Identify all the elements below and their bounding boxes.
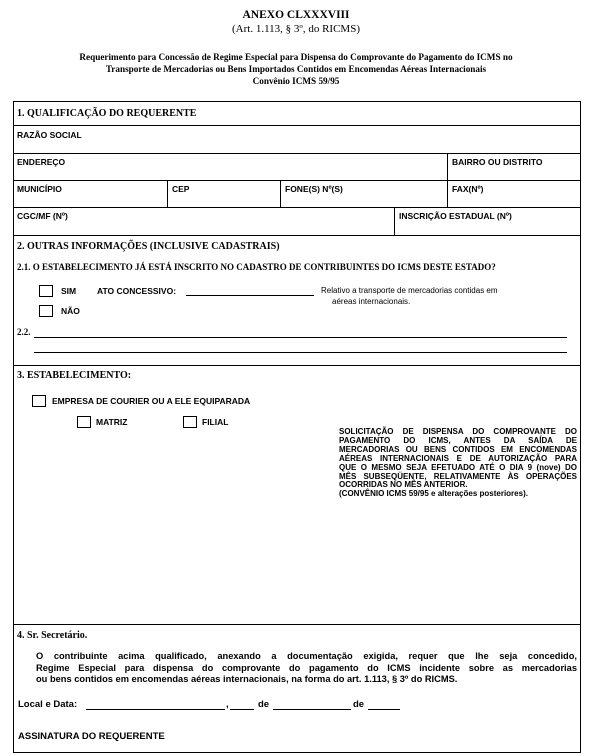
month-line[interactable] [273,709,351,710]
fax-field[interactable]: FAX(Nº) [452,184,484,194]
comma: , [226,699,229,710]
section3-title: 3. ESTABELECIMENTO: [17,370,132,381]
divider [13,235,581,236]
request-body-line: ou bens contidos em encomendas aéreas internacionais, na forma do art. 1.113, § 3º do RICMS. [36,674,458,685]
solicitacao-line: AÉREAS INTERNACIONAIS E DE AUTORIZAÇÃO PARA [339,453,577,463]
inscricao-field[interactable]: INSCRIÇÃO ESTADUAL (Nº) [399,211,512,221]
divider [13,153,581,154]
sim-label: SIM [61,286,77,296]
document-description-line2: Transporte de Mercadorias ou Bens Importados Contidos em Encomendas Aéreas Internacionais [105,64,487,74]
nao-label: NÃO [61,306,80,316]
relativo-text-line2: aéreas internacionais. [332,297,411,306]
answer-2-2-line2[interactable] [34,352,567,353]
empresa-courier-checkbox[interactable] [32,395,46,407]
section4-title: 4. Sr. Secretário. [17,630,88,641]
divider [447,180,448,207]
solicitacao-line: QUE O MESMO SEJA EFETUADO ATÉ O DIA 9 (nove) DO [339,462,577,472]
solicitacao-line: SOLICITAÇÃO DE DISPENSA DO COMPROVANTE DO [339,427,577,436]
divider [13,125,581,126]
divider [13,207,581,208]
divider [13,180,581,181]
matriz-label: MATRIZ [96,417,128,427]
matriz-checkbox[interactable] [77,416,91,428]
local-data-label: Local e Data: [18,699,78,710]
section2-title: 2. OUTRAS INFORMAÇÕES (INCLUSIVE CADASTRAIS) [17,241,280,252]
endereco-field[interactable]: ENDEREÇO [17,157,66,167]
ato-concessivo-label: ATO CONCESSIVO: [97,286,177,296]
local-line[interactable] [86,709,225,710]
answer-2-2-line1[interactable] [34,337,567,338]
convenio-line: (CONVÊNIO ICMS 59/95 e alterações posteriores). [339,489,528,499]
municipio-field[interactable]: MUNICÍPIO [17,184,62,194]
document-description-line3: Convênio ICMS 59/95 [252,76,340,86]
request-body-line: Regime Especial para dispensa do comprovante do pagamento do ICMS incidente sobre as mercadorias [36,662,577,673]
solicitacao-text [339,428,577,499]
solicitacao-line: MERCADORIAS OU BENS CONTIDOS EM ENCOMENDAS [339,444,577,454]
bairro-field[interactable]: BAIRRO OU DISTRITO [452,157,543,167]
divider [167,180,168,207]
relativo-text-line1: Relativo a transporte de mercadorias contidas em [321,286,498,295]
request-body-line: O contribuinte acima qualificado, anexando a documentação exigida, requer que lhe seja concedido, [36,651,577,661]
divider [280,180,281,207]
filial-label: FILIAL [202,417,229,427]
solicitacao-line: PAGAMENTO DO ICMS, ANTES DA SAÍDA DE [339,435,577,445]
document-title: ANEXO CLXXXVIII [242,9,350,21]
divider [394,207,395,235]
empresa-courier-label: EMPRESA DE COURIER OU A ELE EQUIPARADA [52,396,251,406]
question-2-1: 2.1. O ESTABELECIMENTO JÁ ESTÁ INSCRITO NO CADASTRO DE CONTRIBUINTES DO ICMS DESTE ESTADO? [17,262,496,272]
document-description-line1: Requerimento para Concessão de Regime Especial para Dispensa do Comprovante do Pagamento do ICMS no [79,52,513,62]
solicitacao-line: MÊS SUBSEQÜENTE, RELATIVAMENTE ÀS OPERAÇÕES [339,471,577,481]
divider [447,153,448,180]
cgc-field[interactable]: CGC/MF (Nº) [17,211,68,221]
divider [13,365,581,366]
solicitacao-line: OCORRIDAS NO MÊS ANTERIOR. [339,480,468,490]
fone-field[interactable]: FONE(S) Nº(S) [285,184,343,194]
section1-title: 1. QUALIFICAÇÃO DO REQUERENTE [17,108,197,119]
cep-field[interactable]: CEP [172,184,190,194]
request-body [36,651,577,686]
razao-social-field[interactable]: RAZÃO SOCIAL [17,130,82,140]
year-line[interactable] [368,709,400,710]
ato-concessivo-line[interactable] [186,295,314,296]
nao-checkbox[interactable] [39,305,53,317]
de-label-2: de [353,699,365,710]
assinatura-label: ASSINATURA DO REQUERENTE [18,731,165,742]
filial-checkbox[interactable] [183,416,197,428]
document-subtitle: (Art. 1.113, § 3º, do RICMS) [232,23,360,35]
question-2-2: 2.2. [17,327,31,337]
sim-checkbox[interactable] [39,285,53,297]
divider [13,624,581,625]
de-label-1: de [258,699,270,710]
day-line[interactable] [230,709,254,710]
